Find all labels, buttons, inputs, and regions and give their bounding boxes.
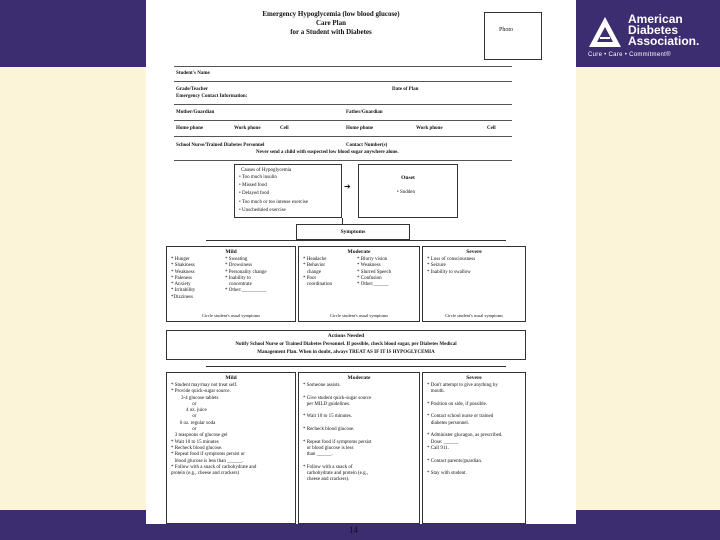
logo-tagline: Cure • Care • Commitment®	[588, 52, 671, 58]
mild-symptoms-right: * Sweating * Drowsiness * Personality change * Inability to concentrate * Other:__________	[225, 257, 267, 294]
symptoms-branch	[206, 240, 506, 241]
cause-item: • Too much or too intense exercise	[239, 199, 309, 205]
title-line-3: for a Student with Diabetes	[290, 28, 372, 36]
symptoms-title: Symptoms	[340, 229, 366, 235]
severe-actions-title: Severe	[466, 375, 482, 381]
rule-phones	[174, 136, 512, 137]
onset-item: • Sudden	[397, 190, 416, 195]
actions-branch	[206, 366, 506, 367]
mild-actions-text: * Student may/may not treat self. * Provide quick-sugar source. 3-4 glucose tablets or 4 oz. juice or 6 oz. regular soda or 3 teaspoons of glucose gel * Wait 10 to 15 minutes * Recheck blood glucose. * Repeat food if symptoms persist or blood glucose is less than ______. * Follow with a snack of carbohydrate and protein (e.g., cheese and crackers)	[171, 383, 257, 477]
students-name-label: Student's Name	[176, 71, 210, 76]
severe-symptoms-box	[422, 246, 526, 322]
onset-box	[358, 164, 458, 218]
page-number: 14	[349, 525, 358, 535]
contact-numbers-label: Contact Number(s)	[346, 143, 388, 148]
mild-symptoms-title: Mild	[225, 249, 237, 255]
mild-actions-title: Mild	[225, 375, 237, 381]
cause-item: • Unscheduled exercise	[239, 207, 286, 213]
severe-symptoms-footer: Circle student's usual symptoms	[445, 313, 503, 318]
cause-item: • Missed food	[239, 183, 267, 189]
rule-guardians	[174, 120, 512, 121]
cell-2-label: Cell	[487, 126, 496, 131]
logo-line-1: American	[628, 12, 683, 26]
moderate-actions-box	[298, 372, 420, 524]
moderate-symptoms-title: Moderate	[347, 249, 371, 255]
logo-line-3: Association.	[628, 34, 700, 48]
causes-list	[239, 174, 308, 215]
actions-box	[166, 330, 526, 360]
onset-title: Onset	[401, 175, 415, 181]
arrow-right-icon: ➔	[344, 182, 351, 191]
moderate-actions-text: * Someone assists. * Give student quick-sugar source per MILD guidelines. * Wait 10 to 15 minutes. * Recheck blood glucose. * Repeat food if symptoms persist or blood glucose is less than ______. * Follow with a snack of carbohydrate and protein (e.g., cheese and crackers).	[303, 383, 372, 483]
date-of-plan-label: Date of Plan	[392, 87, 419, 92]
cause-item: • Delayed food	[239, 191, 270, 197]
moderate-symptoms-left: * Headache * Behavior change * Poor coordination	[303, 257, 333, 288]
rule-name	[174, 81, 512, 82]
actions-title: Actions Needed	[327, 333, 365, 339]
home-phone-1-label: Home phone	[176, 126, 204, 131]
emergency-contact-label: Emergency Contact Information:	[176, 94, 248, 99]
care-plan-document	[146, 0, 576, 524]
actions-text-2: Management Plan. When in doubt, always TREAT AS IF IT IS HYPOGLYCEMIA	[257, 350, 435, 355]
triangle-logo-icon	[588, 16, 622, 48]
work-phone-1-label: Work phone	[234, 126, 261, 131]
symptoms-box	[296, 224, 410, 240]
school-nurse-label: School Nurse/Trained Diabetes Personnel	[176, 143, 265, 148]
actions-text-1: Notify School Nurse or Trained Diabetes Personnel. If possible, check blood sugar, per Diabetes Medical	[235, 342, 457, 347]
moderate-symptoms-footer: Circle student's usual symptoms	[330, 313, 388, 318]
grade-teacher-label: Grade/Teacher	[176, 87, 209, 92]
cell-1-label: Cell	[280, 126, 289, 131]
severe-actions-text: * Don't attempt to give anything by mouth. * Position on side, if possible. * Contact school nurse or trained diabetes personnel. * Administer glucagon, as prescribed. Dose: ______ * Call 911. * Contact parents/guardian. * Stay with student.	[427, 383, 503, 477]
photo-box	[484, 12, 542, 60]
rule-warning	[174, 160, 512, 161]
form-title	[256, 10, 406, 37]
home-phone-2-label: Home phone	[346, 126, 374, 131]
causes-box	[234, 164, 342, 218]
mild-symptoms-left: * Hunger * Shakiness * Weakness * Paleness * Anxiety * Irritability *Dizziness	[171, 257, 196, 300]
rule-top	[174, 66, 512, 67]
severe-actions-box	[422, 372, 526, 524]
mild-symptoms-box	[166, 246, 296, 322]
causes-title: Causes of Hypoglycemia	[241, 168, 292, 173]
moderate-symptoms-box	[298, 246, 420, 322]
warning-text: Never send a child with suspected low blood sugar anywhere alone.	[256, 150, 399, 155]
photo-label: Photo	[499, 27, 514, 33]
ada-logo	[588, 14, 714, 62]
moderate-actions-title: Moderate	[347, 375, 371, 381]
moderate-symptoms-right: * Blurry vision * Weakness * Slurred Speech * Confusion * Other:______	[357, 257, 392, 288]
rule-contact	[174, 104, 512, 105]
severe-symptoms-title: Severe	[466, 249, 482, 255]
logo-line-2: Diabetes	[628, 23, 679, 37]
mother-guardian-label: Mother/Guardian	[176, 110, 215, 115]
logo-name	[628, 14, 699, 47]
mild-actions-box	[166, 372, 296, 524]
title-line-1: Emergency Hypoglycemia (low blood glucose)	[262, 10, 400, 18]
work-phone-2-label: Work phone	[416, 126, 443, 131]
title-line-2: Care Plan	[315, 19, 346, 27]
severe-symptoms-text: * Loss of consciousness * Seizure * Inability to swallow	[427, 257, 476, 275]
father-guardian-label: Father/Guardian	[346, 110, 383, 115]
mild-symptoms-footer: Circle student's usual symptoms	[202, 313, 260, 318]
cause-item: • Too much insulin	[239, 175, 277, 180]
